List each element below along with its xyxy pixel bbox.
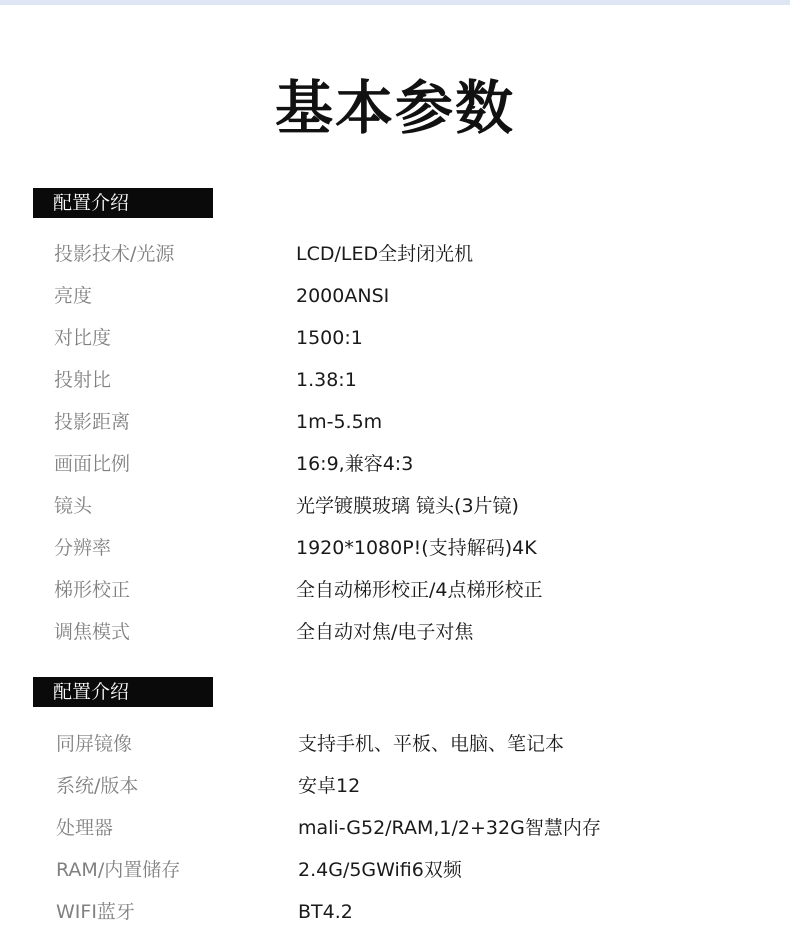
spec-label: 投射比 — [54, 369, 112, 391]
spec-value: 16:9,兼容4:3 — [296, 453, 414, 475]
spec-value: LCD/LED全封闭光机 — [296, 243, 474, 265]
spec-label: 系统/版本 — [56, 775, 139, 797]
spec-label: 同屏镜像 — [56, 733, 133, 755]
spec-row — [0, 569, 790, 611]
spec-label: 亮度 — [54, 285, 93, 307]
spec-row — [0, 527, 790, 569]
spec-row — [0, 443, 790, 485]
spec-label: 投影技术/光源 — [54, 243, 175, 265]
spec-row — [0, 317, 790, 359]
spec-row — [0, 275, 790, 317]
spec-row — [0, 891, 790, 933]
page-title: 基本参数 — [274, 74, 515, 142]
section-header-config-2: 配置介绍 — [33, 677, 213, 707]
spec-label: 处理器 — [56, 817, 114, 839]
spec-value: 2.4G/5GWifi6双频 — [298, 859, 462, 881]
spec-row — [0, 765, 790, 807]
spec-row — [0, 359, 790, 401]
spec-value: 1500:1 — [296, 327, 363, 349]
spec-value: 全自动对焦/电子对焦 — [296, 621, 474, 643]
spec-label: 画面比例 — [54, 453, 131, 475]
spec-label: 镜头 — [54, 495, 93, 517]
spec-value: 支持手机、平板、电脑、笔记本 — [298, 733, 565, 755]
spec-value: mali-G52/RAM,1/2+32G智慧内存 — [298, 817, 601, 839]
spec-row — [0, 611, 790, 653]
spec-value: BT4.2 — [298, 901, 353, 923]
spec-label: 分辨率 — [54, 537, 112, 559]
spec-value: 1.38:1 — [296, 369, 357, 391]
spec-value: 安卓12 — [298, 775, 361, 797]
section-header-config-1: 配置介绍 — [33, 188, 213, 218]
spec-value: 1920*1080P!(支持解码)4K — [296, 537, 537, 559]
spec-label: 投影距离 — [54, 411, 131, 433]
spec-row — [0, 485, 790, 527]
spec-label: WIFI蓝牙 — [56, 901, 135, 923]
spec-label: 梯形校正 — [54, 579, 131, 601]
spec-value: 光学镀膜玻璃 镜头(3片镜) — [296, 495, 519, 517]
spec-label: 调焦模式 — [54, 621, 131, 643]
spec-row — [0, 233, 790, 275]
spec-label: 对比度 — [54, 327, 112, 349]
spec-label: RAM/内置储存 — [56, 859, 181, 881]
top-divider-strip — [0, 0, 790, 5]
spec-row — [0, 849, 790, 891]
spec-value: 全自动梯形校正/4点梯形校正 — [296, 579, 543, 601]
spec-row — [0, 807, 790, 849]
spec-row — [0, 723, 790, 765]
spec-row — [0, 401, 790, 443]
spec-value: 1m-5.5m — [296, 411, 383, 433]
spec-value: 2000ANSI — [296, 285, 390, 307]
